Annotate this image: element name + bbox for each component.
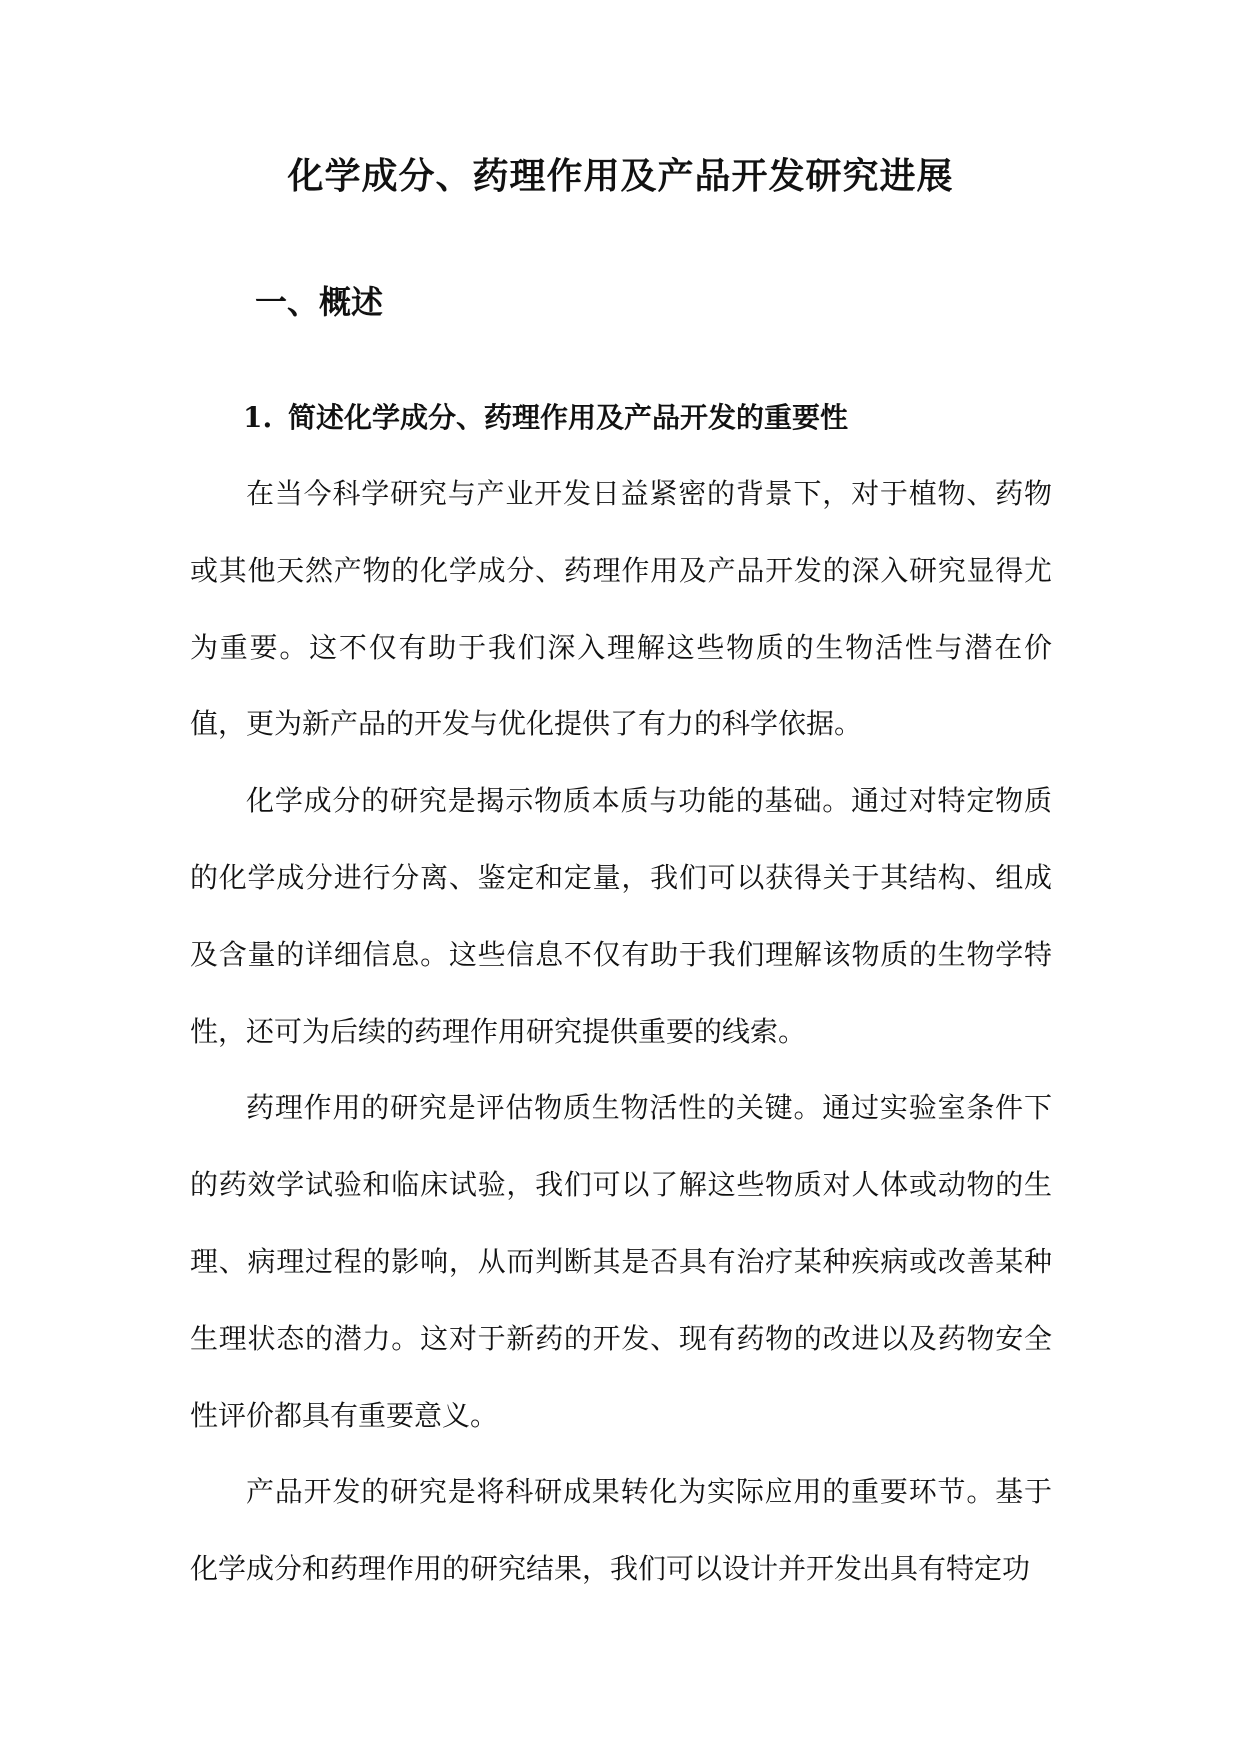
paragraph: 产品开发的研究是将科研成果转化为实际应用的重要环节。基于化学成分和药理作用的研究结果，我们可以设计并开发出具有特定功 (190, 1475, 1052, 1586)
paragraph: 化学成分的研究是揭示物质本质与功能的基础。通过对特定物质的化学成分进行分离、鉴定和定量，我们可以获得关于其结构、组成及含量的详细信息。这些信息不仅有助于我们理解该物质的生物学特性，还可为后续的药理作用研究提供重要的线索。 (190, 784, 1052, 1048)
subsection-heading (243, 398, 848, 438)
paragraph: 药理作用的研究是评估物质生物活性的关键。通过实验室条件下的药效学试验和临床试验，我们可以了解这些物质对人体或动物的生理、病理过程的影响，从而判断其是否具有治疗某种疾病或改善某种生理状态的潜力。这对于新药的开发、现有药物的改进以及药物安全性评价都具有重要意义。 (190, 1091, 1052, 1432)
subsection-title: 简述化学成分、药理作用及产品开发的重要性 (288, 401, 849, 434)
body-text (190, 456, 1052, 1608)
subsection-number: 1. (243, 401, 273, 434)
document-title: 化学成分、药理作用及产品开发研究进展 (287, 155, 954, 197)
paragraph: 在当今科学研究与产业开发日益紧密的背景下，对于植物、药物或其他天然产物的化学成分、药理作用及产品开发的深入研究显得尤为重要。这不仅有助于我们深入理解这些物质的生物活性与潜在价值，更为新产品的开发与优化提供了有力的科学依据。 (190, 477, 1052, 741)
section-heading: 一、概述 (255, 283, 384, 321)
